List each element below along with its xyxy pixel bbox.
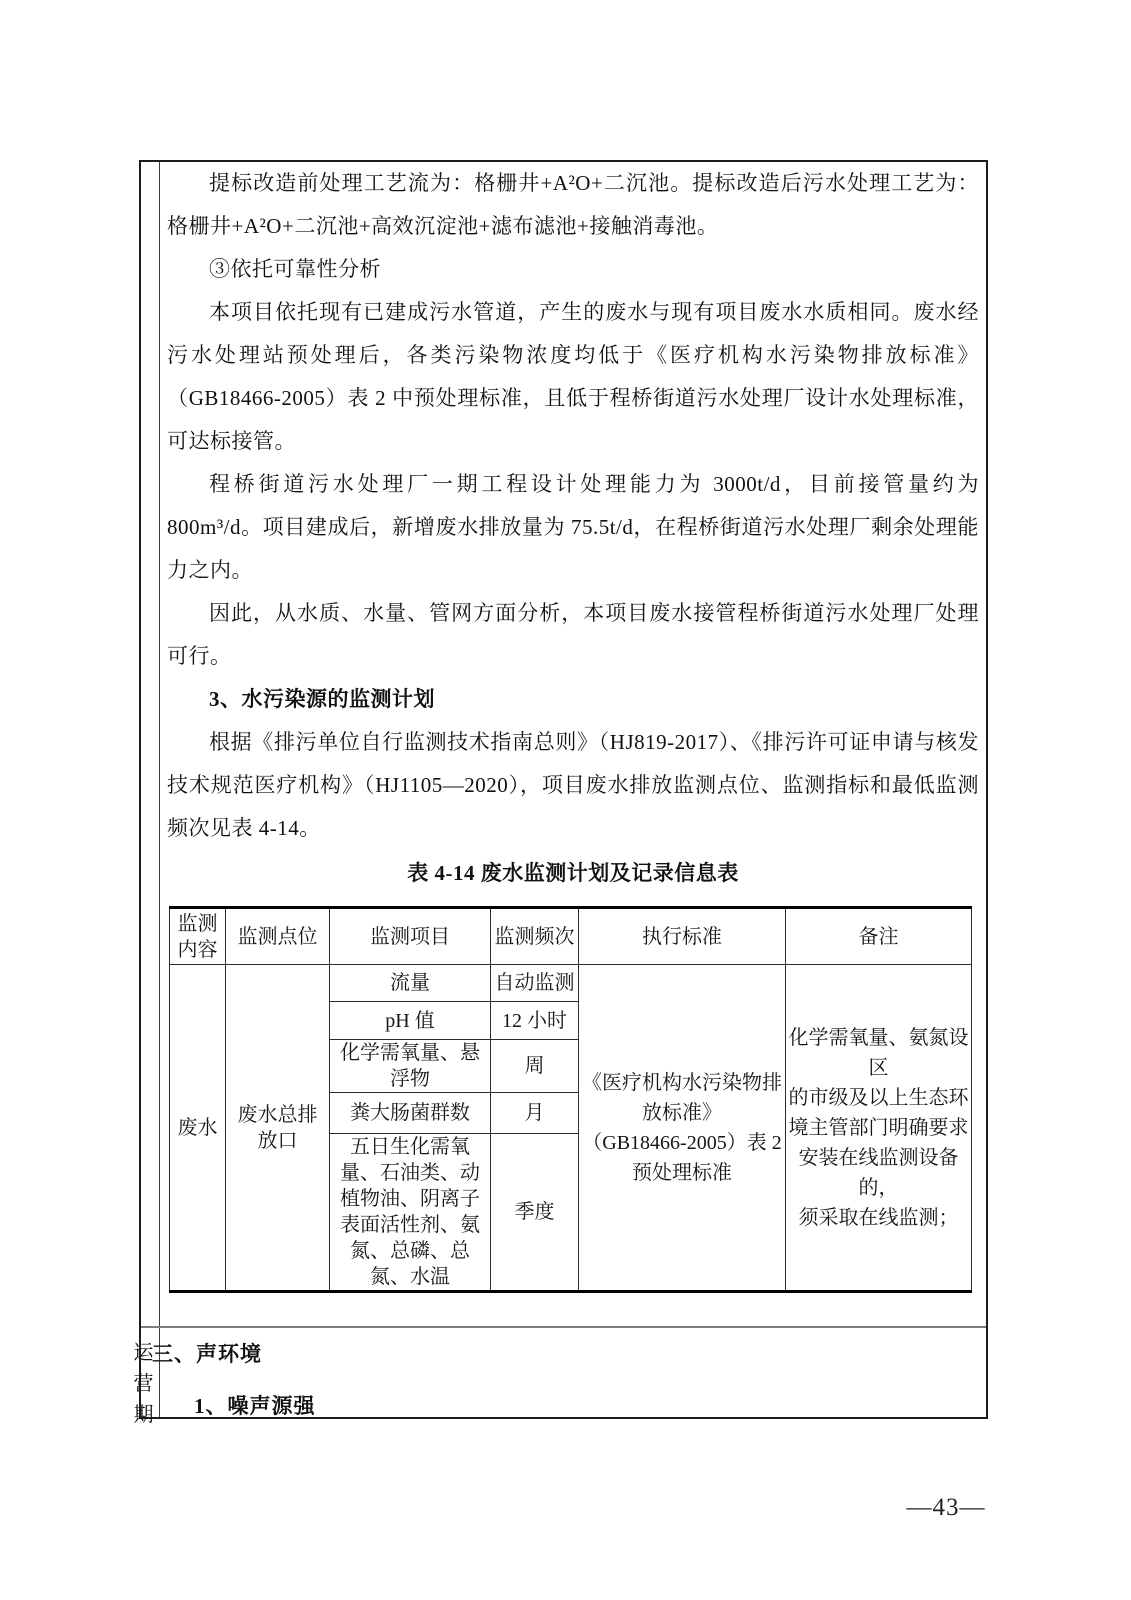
section-subheading: 3、水污染源的监测计划 xyxy=(209,687,435,711)
paragraph: 本项目依托现有已建成污水管道，产生的废水与现有项目废水水质相同。废水经污水处理站预处理后，各类污染物浓度均低于《医疗机构水污染物排放标准》（GB18466-2005）表 2 中预处理标准，且低于程桥街道污水处理厂设计水处理标准，可达标接管。 xyxy=(167,300,979,453)
cell-item: 流量 xyxy=(330,965,491,1002)
paragraph: 程桥街道污水处理厂一期工程设计处理能力为 3000t/d，目前接管量约为 800m³/d。项目建成后，新增废水排放量为 75.5t/d，在程桥街道污水处理厂剩余处理能力之内。 xyxy=(167,472,979,582)
standard-line: 放标准》 xyxy=(642,1101,722,1124)
paragraph: ③依托可靠性分析 xyxy=(209,257,381,281)
header-cell: 备注 xyxy=(786,908,972,965)
cell-item: 五日生化需氧量、石油类、动植物油、阴离子表面活性剂、氨氮、总磷、总氮、水温 xyxy=(330,1134,491,1292)
paragraph: 因此，从水质、水量、管网方面分析，本项目废水接管程桥街道污水处理厂处理可行。 xyxy=(167,601,979,668)
cell-frequency: 周 xyxy=(491,1040,579,1093)
standard-line: （GB18466-2005）表 2 xyxy=(582,1131,782,1154)
paragraph: 根据《排污单位自行监测技术指南总则》（HJ819-2017）、《排污许可证申请与核发技术规范医疗机构》（HJ1105—2020），项目废水排放监测点位、监测指标和最低监测频次见表 4-14。 xyxy=(167,730,979,840)
standard-line: 《医疗机构水污染物排 xyxy=(582,1071,782,1094)
remark-line: 化学需氧量、氨氮设区 xyxy=(788,1026,969,1079)
table-header-row xyxy=(170,908,972,965)
cell-frequency: 12 小时 xyxy=(491,1002,579,1040)
document-frame xyxy=(133,160,988,1426)
cell-frequency: 自动监测 xyxy=(491,965,579,1002)
cell-standard xyxy=(579,965,786,1292)
remark-line: 的市级及以上生态环 xyxy=(788,1086,969,1109)
remark-line: 安装在线监测设备的， xyxy=(798,1146,959,1199)
paragraph: 提标改造前处理工艺流为：格栅井+A²O+二沉池。提标改造后污水处理工艺为：格栅井+A²O+二沉池+高效沉淀池+滤布滤池+接触消毒池。 xyxy=(167,171,979,238)
section-heading-noise: 三、声环境 xyxy=(152,1342,262,1366)
header-cell: 监测内容 xyxy=(170,908,226,965)
main-content-cell xyxy=(161,162,986,1326)
side-label-operation-period: 运营期 xyxy=(133,1342,154,1426)
cell-item: 粪大肠菌群数 xyxy=(330,1093,491,1134)
header-cell: 监测点位 xyxy=(226,908,330,965)
cell-frequency: 季度 xyxy=(491,1134,579,1292)
cell-frequency: 月 xyxy=(491,1093,579,1134)
standard-line: 预处理标准 xyxy=(632,1161,732,1184)
remark-line: 须采取在线监测； xyxy=(798,1206,959,1229)
page-number: —43— xyxy=(906,1494,986,1521)
bottom-section-cell xyxy=(133,1326,986,1426)
header-cell: 执行标准 xyxy=(579,908,786,965)
side-column-divider xyxy=(159,162,160,1417)
body-text xyxy=(167,162,979,850)
cell-monitor-point: 废水总排放口 xyxy=(226,965,330,1292)
monitor-table xyxy=(169,906,972,1293)
table-title: 表 4-14 废水监测计划及记录信息表 xyxy=(407,861,739,885)
header-cell: 监测项目 xyxy=(330,908,491,965)
cell-remark xyxy=(786,965,972,1292)
header-cell: 监测频次 xyxy=(491,908,579,965)
remark-line: 境主管部门明确要求 xyxy=(788,1116,969,1139)
cell-item: 化学需氧量、悬浮物 xyxy=(330,1040,491,1093)
cell-monitor-content: 废水 xyxy=(170,965,226,1292)
table-row xyxy=(170,965,972,1002)
cell-item: pH 值 xyxy=(330,1002,491,1040)
subheading-noise-source: 1、噪声源强 xyxy=(194,1394,316,1418)
